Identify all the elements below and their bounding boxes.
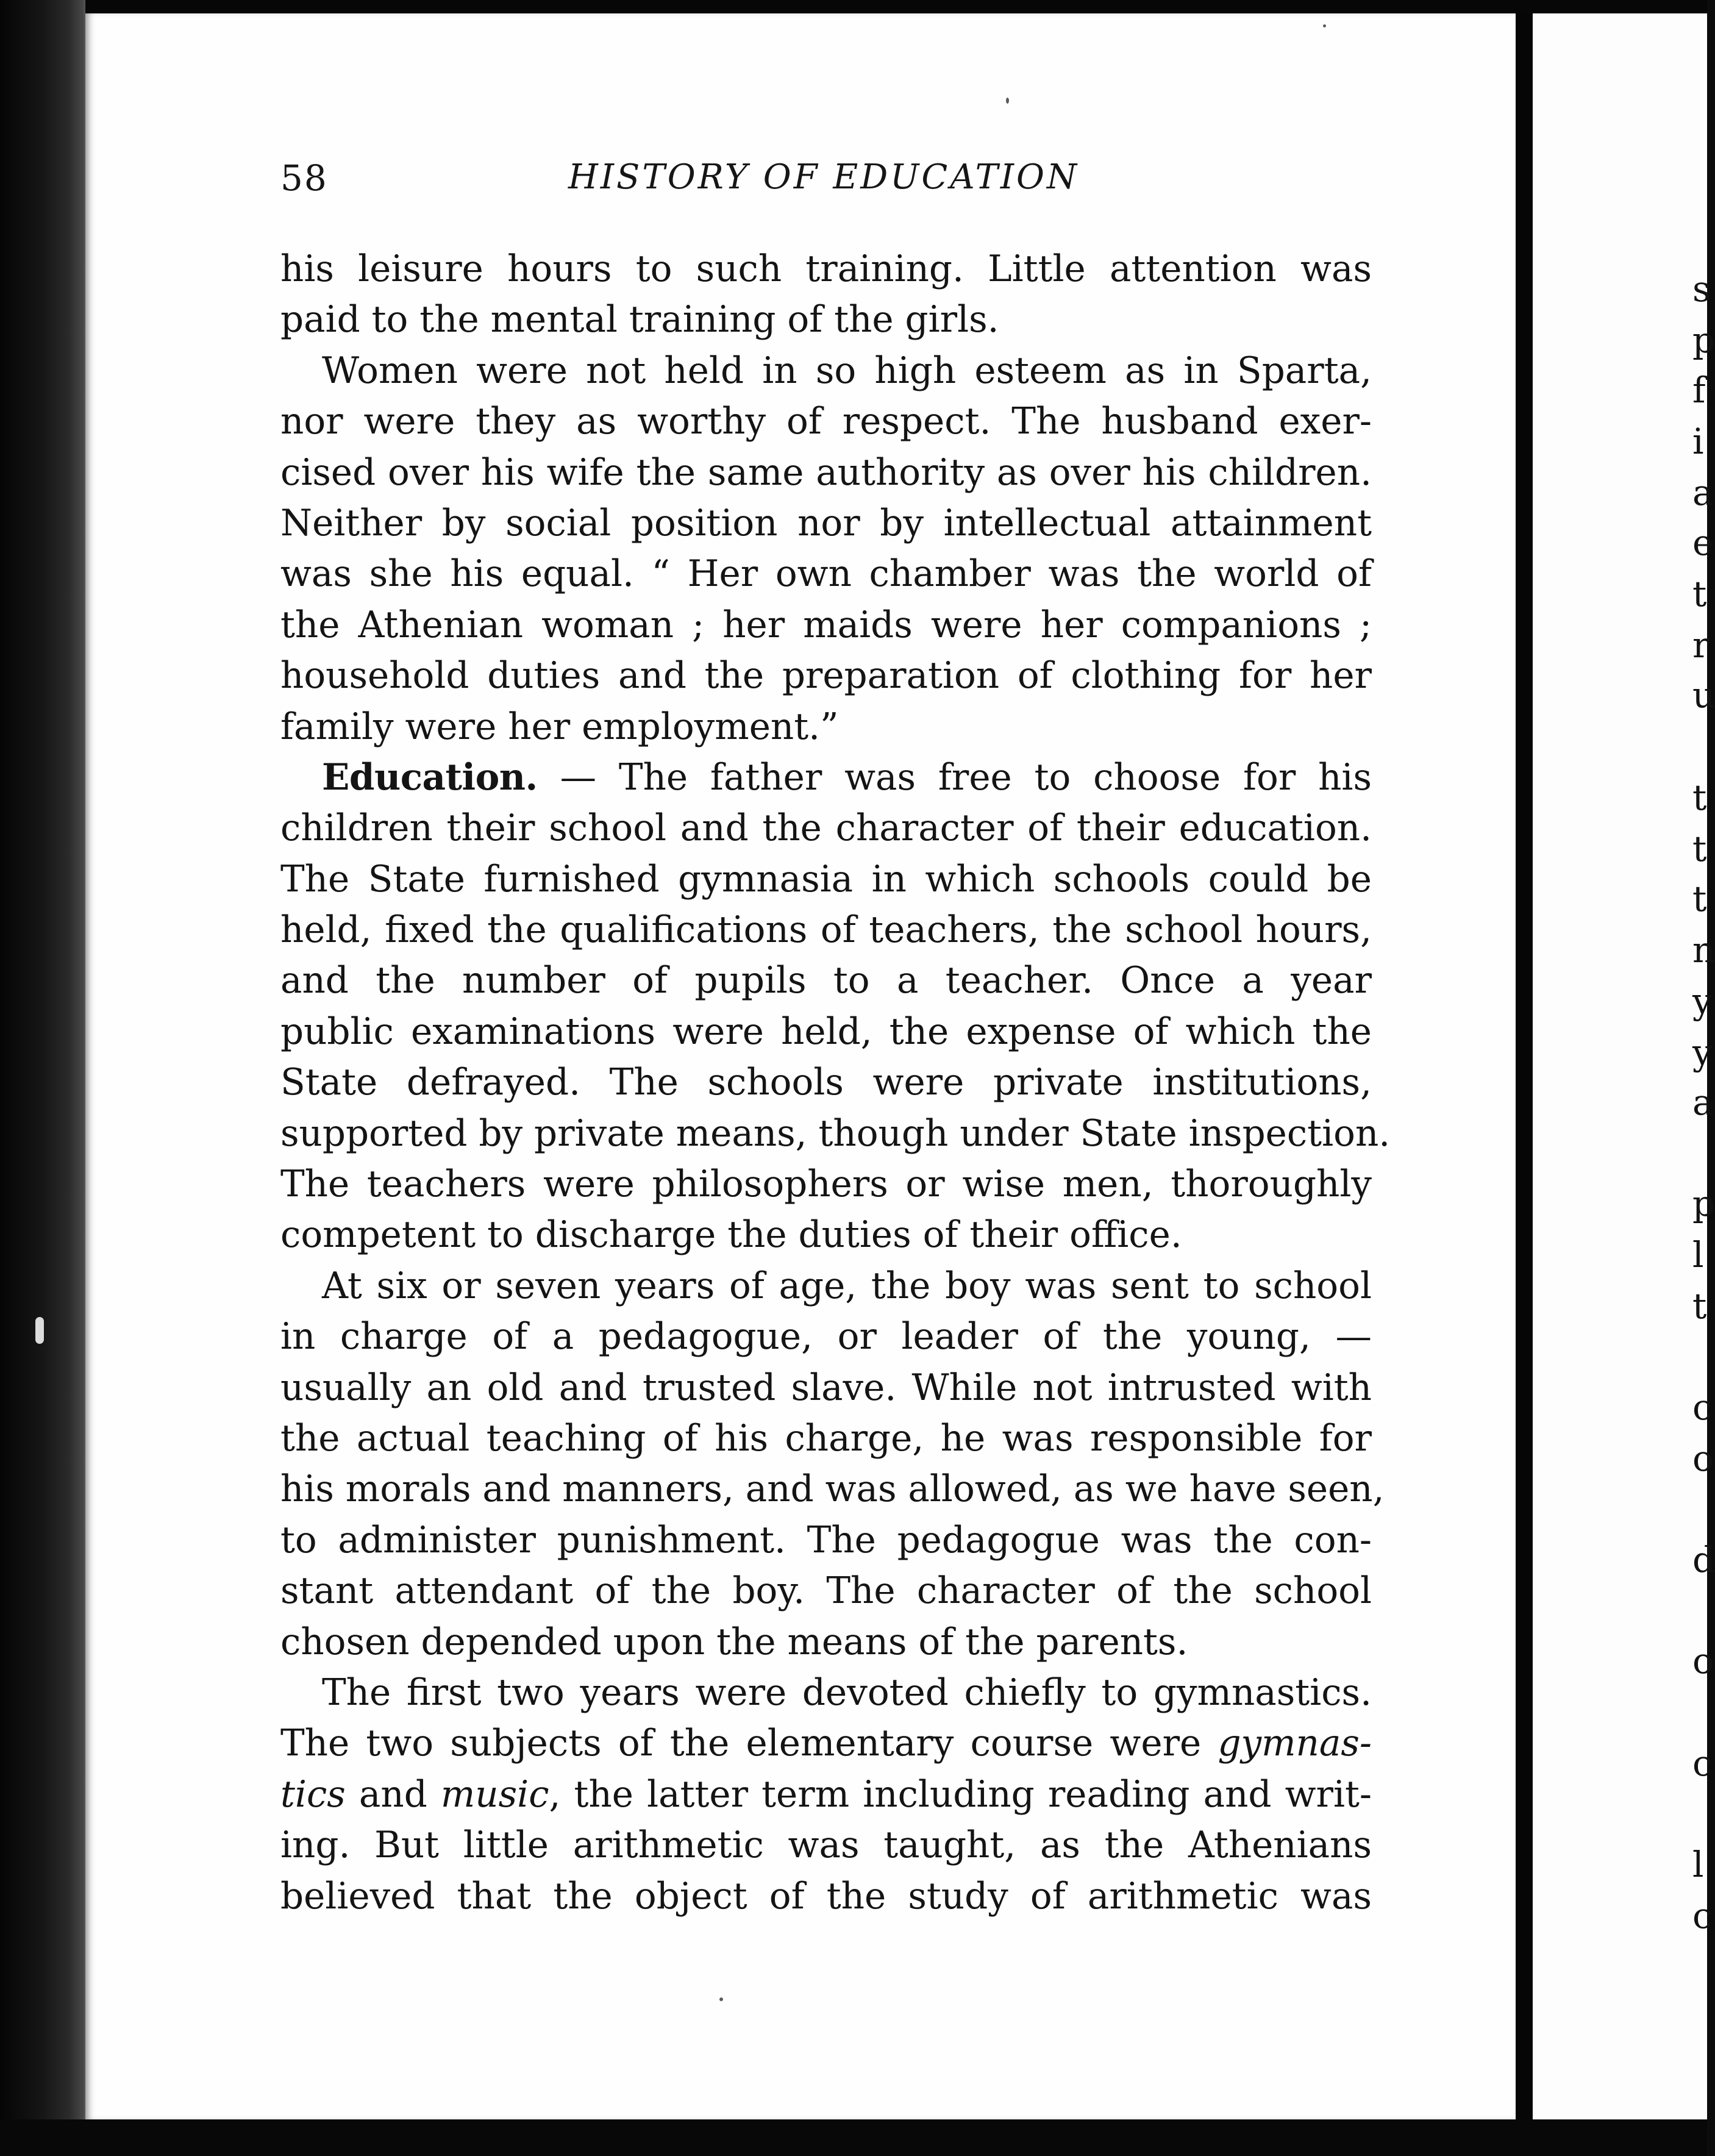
facing-page-fragment: t: [1692, 1285, 1707, 1327]
text-line: Women were not held in so high esteem as in Sparta,: [322, 349, 1372, 392]
text-line: Neither by social position nor by intellectual attainment: [280, 502, 1372, 544]
paper-speck: [1006, 98, 1009, 104]
facing-page-edge: [1533, 13, 1715, 2119]
text-line: the actual teaching of his charge, he was responsible for: [280, 1417, 1372, 1460]
italic-term: gymnas-: [1218, 1722, 1372, 1765]
text-line: The State furnished gymnasia in which schools could be: [280, 858, 1372, 901]
text-line: usually an old and trusted slave. While not intrusted with: [280, 1366, 1372, 1409]
running-head: HISTORY OF EDUCATION: [568, 157, 1079, 197]
text-line: The first two years were devoted chiefly to gymnastics.: [322, 1671, 1372, 1714]
page-number: 58: [280, 157, 328, 199]
page-header: [280, 157, 1367, 206]
text-fragment: The two subjects of the elementary course were: [280, 1722, 1218, 1765]
text-line: the Athenian woman ; her maids were her companions ;: [280, 604, 1372, 646]
facing-page-fragment: r: [1692, 624, 1710, 666]
paper-speck: [719, 1997, 723, 2001]
facing-page-fragment: i: [1692, 421, 1704, 462]
facing-page-fragment: o: [1692, 1438, 1714, 1479]
text-fragment: , the latter term including reading and writ-: [549, 1773, 1372, 1816]
text-line: family were her employment.”: [280, 705, 839, 748]
text-line: chosen depended upon the means of the parents.: [280, 1621, 1188, 1663]
page-gutter: [1516, 13, 1533, 2119]
text-line: [280, 752, 1372, 803]
text-line: ing. But little arithmetic was taught, as the Athenians: [280, 1824, 1372, 1867]
scan-border-top: [0, 0, 1707, 13]
text-line: public examinations were held, the expense of which the: [280, 1010, 1372, 1053]
facing-page-fragment: t: [1692, 777, 1707, 818]
text-line: was she his equal. “ Her own chamber was the world of: [280, 553, 1372, 596]
text-line: [280, 1769, 1372, 1820]
text-line: to administer punishment. The pedagogue was the con-: [280, 1519, 1372, 1562]
text-line: nor were they as worthy of respect. The husband exer-: [280, 401, 1372, 443]
section-sidehead: Education.: [322, 755, 538, 799]
facing-page-fragment: o: [1692, 1640, 1714, 1682]
facing-page-fragment: p: [1692, 319, 1715, 361]
text-line: competent to discharge the duties of their office.: [280, 1214, 1182, 1257]
text-line: supported by private means, though under State inspection.: [280, 1112, 1391, 1155]
text-line: household duties and the preparation of clothing for her: [280, 655, 1372, 698]
facing-page-fragment: t: [1692, 573, 1707, 615]
facing-page-fragment: d: [1692, 1539, 1715, 1580]
text-line: children their school and the character of their education.: [280, 807, 1372, 850]
facing-page-fragment: c: [1692, 1743, 1713, 1784]
text-fragment: and: [345, 1773, 441, 1816]
paper-speck: [1323, 24, 1326, 27]
facing-page-fragment: t: [1692, 828, 1707, 869]
text-line: his morals and manners, and was allowed, as we have seen,: [280, 1468, 1385, 1511]
text-line: believed that the object of the study of arithmetic was: [280, 1875, 1372, 1918]
text-line: cised over his wife the same authority as over his children.: [280, 451, 1372, 494]
facing-page-fragment: y: [1692, 980, 1713, 1022]
body-text: [280, 244, 1391, 1922]
facing-page-fragment: l: [1692, 1844, 1704, 1885]
facing-page-fragment: c: [1692, 1895, 1713, 1936]
text-line: State defrayed. The schools were private institutions,: [280, 1062, 1372, 1104]
facing-page-fragment: a: [1692, 1082, 1714, 1123]
text-line: paid to the mental training of the girls.: [280, 299, 999, 341]
text-fragment: — The father was free to choose for his: [537, 756, 1372, 799]
facing-page-fragment: e: [1692, 522, 1714, 563]
text-line: held, fixed the qualifications of teachers, the school hours,: [280, 909, 1372, 952]
facing-page-fragment: a: [1692, 472, 1714, 513]
text-line: his leisure hours to such training. Little attention was: [280, 248, 1372, 290]
facing-page-fragment: u: [1692, 674, 1715, 716]
facing-page-fragment: s: [1692, 268, 1711, 310]
italic-term: tics: [280, 1773, 346, 1816]
facing-page-fragment: t: [1692, 878, 1707, 919]
binding-mark: [35, 1317, 44, 1344]
facing-page-fragment: f: [1692, 369, 1706, 411]
facing-page-fragment: l: [1692, 1234, 1704, 1276]
facing-page-fragment: c: [1692, 1387, 1713, 1428]
text-line: At six or seven years of age, the boy was sent to school: [322, 1265, 1372, 1307]
facing-page-fragment: p: [1692, 1183, 1715, 1224]
book-binding-edge: [0, 0, 85, 2156]
facing-page-fragment: n: [1692, 929, 1715, 971]
text-line: and the number of pupils to a teacher. Once a year: [280, 960, 1372, 1002]
text-line: in charge of a pedagogue, or leader of the young, —: [280, 1316, 1372, 1358]
text-line: The teachers were philosophers or wise men, thoroughly: [280, 1163, 1372, 1206]
text-line: [280, 1718, 1372, 1769]
italic-term: music: [440, 1773, 549, 1816]
facing-page-fragment: y: [1692, 1032, 1713, 1073]
text-line: stant attendant of the boy. The character of the school: [280, 1570, 1372, 1613]
scan-border-bottom: [0, 2119, 1707, 2156]
